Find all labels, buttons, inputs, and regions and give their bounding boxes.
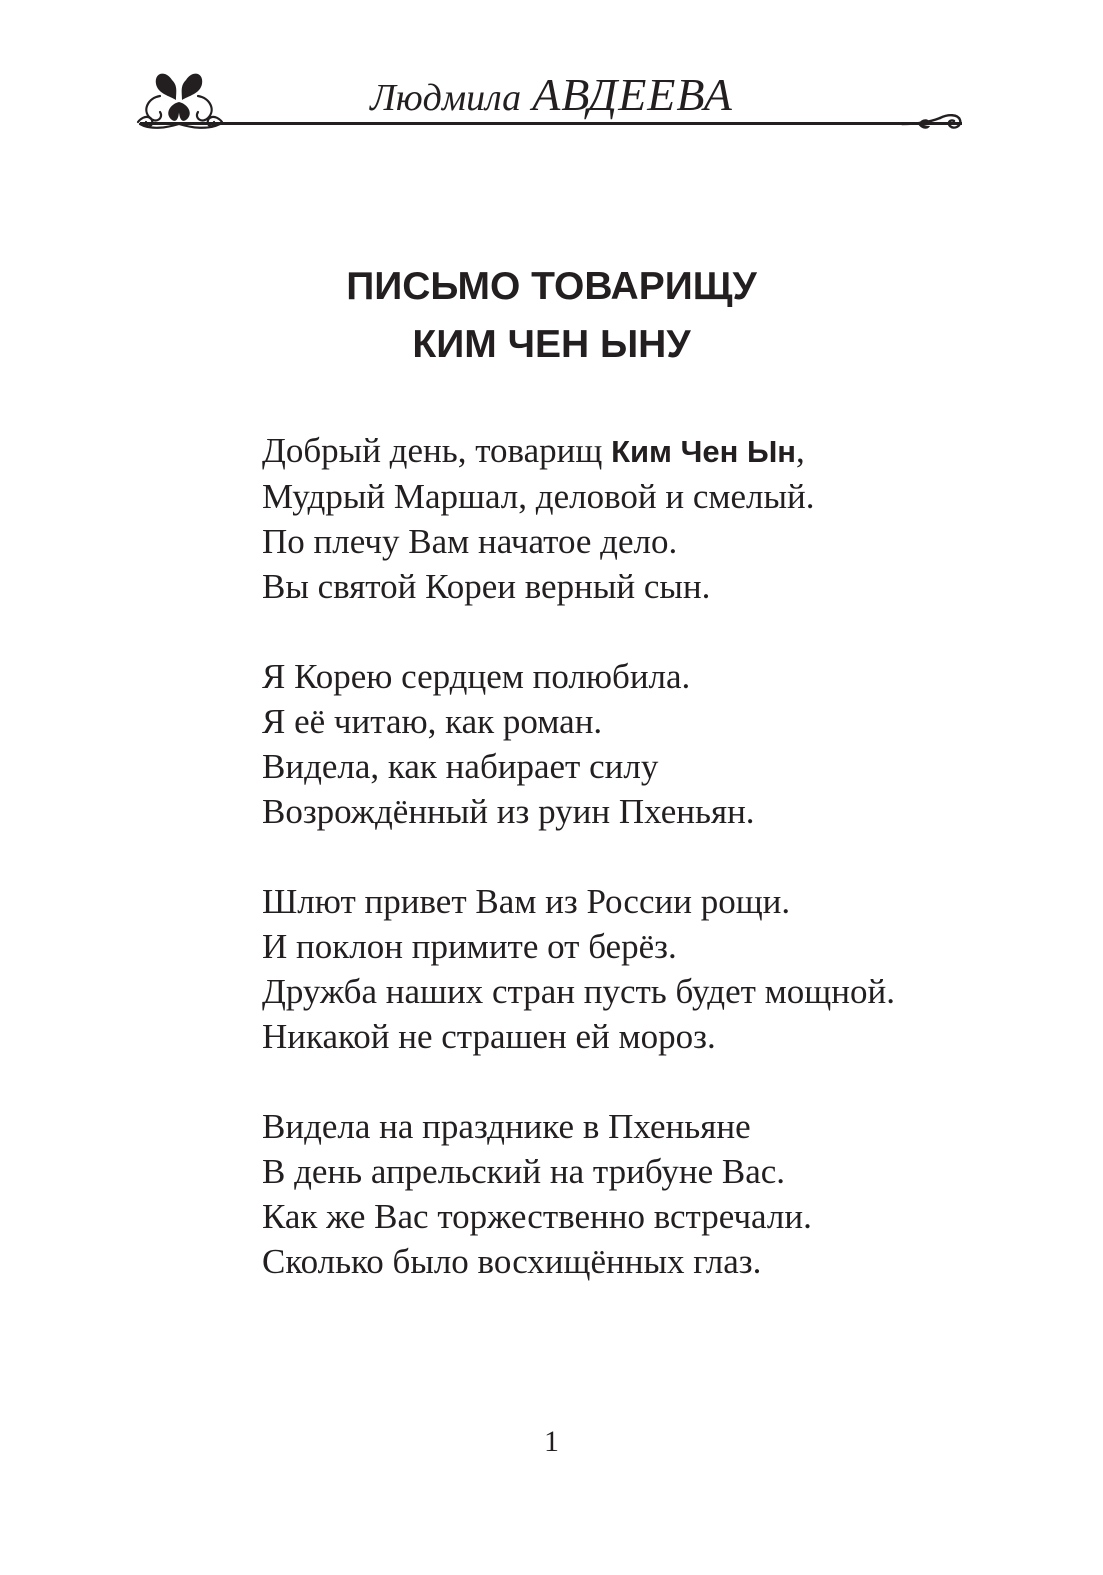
author-last-name: АВДЕЕВА	[532, 69, 733, 120]
poem-title-line-1: ПИСЬМО ТОВАРИЩУ	[346, 265, 757, 308]
poem-line: Я её читаю, как роман.	[262, 702, 603, 741]
poem-line: Я Корею сердцем полюбила.	[262, 657, 691, 696]
poem-body	[262, 428, 982, 1329]
scroll-flourish-icon	[900, 106, 968, 136]
page-number: 1	[544, 1425, 559, 1458]
greeting-punctuation: ,	[796, 431, 805, 470]
page-header	[0, 0, 1103, 140]
poem-line	[262, 428, 982, 474]
poem-line: Видела на празднике в Пхеньяне	[262, 1107, 751, 1146]
poem-line: Возрождённый из руин Пхеньян.	[262, 792, 755, 831]
poem-line: Дружба наших стран пусть будет мощной.	[262, 972, 895, 1011]
poem-line: Сколько было восхищённых глаз.	[262, 1242, 762, 1281]
header-rule	[140, 122, 962, 125]
greeting-text: Добрый день, товарищ	[262, 431, 612, 470]
poem-title	[0, 258, 1103, 374]
author-first-name: Людмила	[370, 77, 522, 119]
poem-line: Шлют привет Вам из России рощи.	[262, 882, 791, 921]
poem-line: Видела, как набирает силу	[262, 747, 659, 786]
stanza-3	[262, 879, 982, 1059]
poem-line: И поклон примите от берёз.	[262, 927, 677, 966]
poem-line: По плечу Вам начатое дело.	[262, 522, 678, 561]
poem-title-line-2: КИМ ЧЕН ЫНУ	[412, 323, 691, 366]
stanza-4	[262, 1104, 982, 1284]
addressee-name: Ким Чен Ын	[611, 434, 797, 469]
poem-line: Как же Вас торжественно встречали.	[262, 1197, 812, 1236]
poem-line: Мудрый Маршал, деловой и смелый.	[262, 477, 815, 516]
poem-line: Вы святой Кореи верный сын.	[262, 567, 711, 606]
poem-line: Никакой не страшен ей мороз.	[262, 1017, 716, 1056]
stanza-1	[262, 428, 982, 609]
stanza-2	[262, 654, 982, 834]
poem-line: В день апрельский на трибуне Вас.	[262, 1152, 786, 1191]
